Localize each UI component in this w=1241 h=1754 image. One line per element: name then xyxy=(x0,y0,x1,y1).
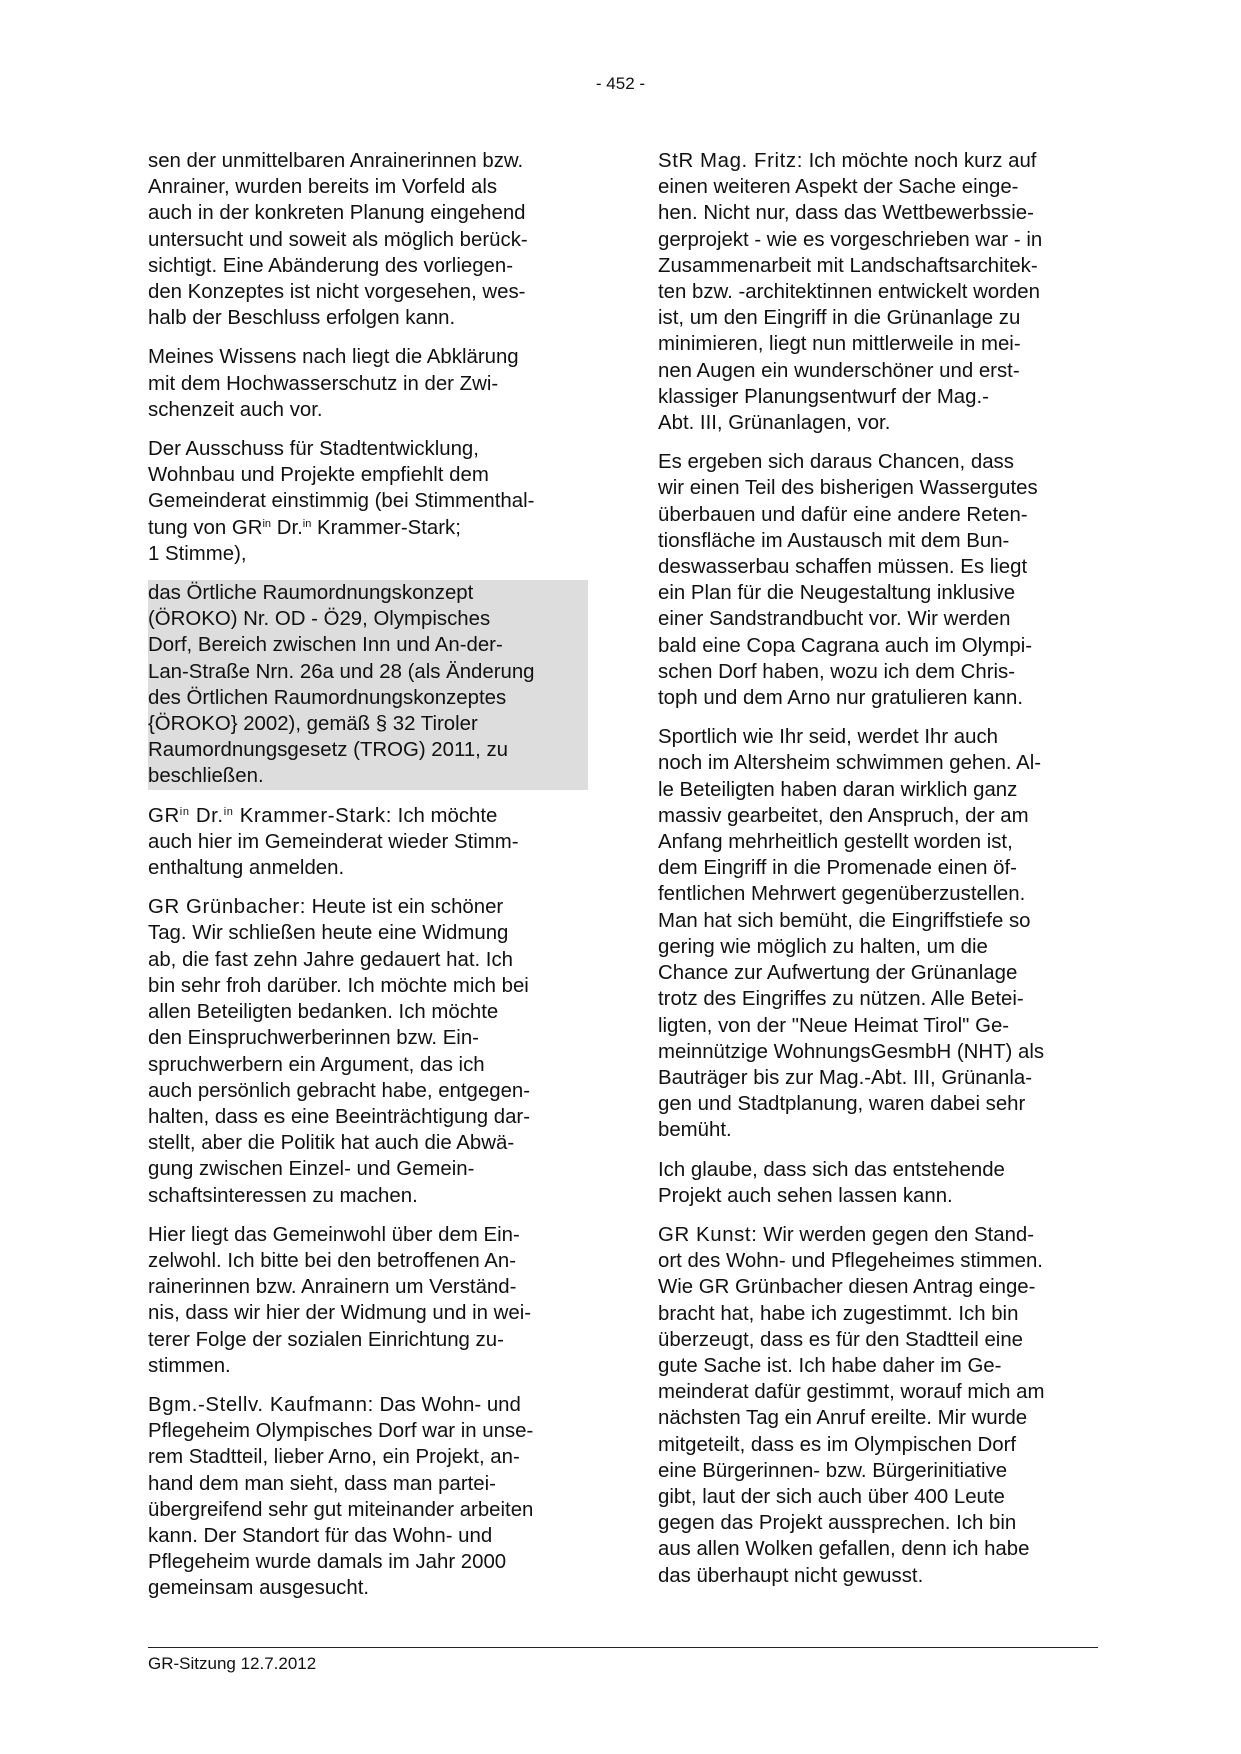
text-line: (ÖROKO) Nr. OD - Ö29, Olympisches xyxy=(148,608,491,631)
text-line: Chance zur Aufwertung der Grünanlage xyxy=(658,962,1018,985)
text-line: Anfang mehrheitlich gestellt worden ist, xyxy=(658,831,1013,854)
text-line: Bauträger bis zur Mag.-Abt. III, Grünanla- xyxy=(658,1066,1032,1089)
text-line: Es ergeben sich daraus Chancen, dass xyxy=(658,451,1014,474)
text-line: ist, um den Eingriff in die Grünanlage zu xyxy=(658,307,1021,330)
text-line: rem Stadtteil, lieber Arno, ein Projekt, an- xyxy=(148,1446,520,1469)
text-line: toph und dem Arno nur gratulieren kann. xyxy=(658,687,1024,710)
text-line: Meines Wissens nach liegt die Abklärung xyxy=(148,346,519,369)
speaker-name: GR Grünbacher: xyxy=(148,896,306,919)
text-line: Hier liegt das Gemeinwohl über dem Ein- xyxy=(148,1223,520,1246)
text-line: bin sehr froh darüber. Ich möchte mich bei xyxy=(148,974,529,997)
paragraph xyxy=(658,449,1098,711)
text-line: bemüht. xyxy=(658,1119,732,1142)
text-line: Wie GR Grünbacher diesen Antrag einge- xyxy=(658,1276,1036,1299)
text-line: gute Sache ist. Ich habe daher im Ge- xyxy=(658,1354,1002,1377)
text-line: aus allen Wolken gefallen, denn ich habe xyxy=(658,1538,1030,1561)
text-line: Der Ausschuss für Stadtentwicklung, xyxy=(148,438,479,461)
paragraph xyxy=(658,1157,1098,1209)
text-line: klassiger Planungsentwurf der Mag.- xyxy=(658,385,989,408)
paragraph xyxy=(148,148,588,331)
text-line: Dorf, Bereich zwischen Inn und An-der- xyxy=(148,634,503,657)
text-line: trotz des Eingriffes zu nützen. Alle Betei- xyxy=(658,988,1024,1011)
text-line: Pflegeheim wurde damals im Jahr 2000 xyxy=(148,1551,507,1574)
text-line: Gemeinderat einstimmig (bei Stimmenthal- xyxy=(148,490,535,513)
text-line: auch hier im Gemeinderat wieder Stimm- xyxy=(148,830,519,853)
footer-rule xyxy=(148,1647,1098,1648)
text-line: Wohnbau und Projekte empfiehlt dem xyxy=(148,464,489,487)
left-column xyxy=(148,148,588,1615)
text-line: halten, dass es eine Beeinträchtigung dar- xyxy=(148,1105,531,1128)
page-number: - 452 - xyxy=(595,74,646,93)
speaker-name: GR Kunst: xyxy=(658,1223,758,1246)
text-line: Raumordnungsgesetz (TROG) 2011, zu xyxy=(148,739,509,762)
text-line: spruchwerbern ein Argument, das ich xyxy=(148,1053,485,1076)
text-line: überbauen und dafür eine andere Reten- xyxy=(658,503,1028,526)
text-line: ab, die fast zehn Jahre gedauert hat. Ich xyxy=(148,948,514,971)
right-column xyxy=(658,148,1098,1602)
text-line: allen Beteiligten bedanken. Ich möchte xyxy=(148,1001,499,1024)
text-line: gerprojekt - wie es vorgeschrieben war - in xyxy=(658,228,1043,251)
speaker-name: $GR^{in}$ Dr.$^{in}$ Krammer-Stark: xyxy=(148,804,392,827)
text-line: einen weiteren Aspekt der Sache einge- xyxy=(658,176,1019,199)
text-line: mitgeteilt, dass es im Olympischen Dorf xyxy=(658,1433,1017,1456)
text-line: zelwohl. Ich bitte bei den betroffenen An- xyxy=(148,1249,517,1272)
text-line: Tag. Wir schließen heute eine Widmung xyxy=(148,922,509,945)
highlighted-motion xyxy=(148,580,588,790)
text-line: gering wie möglich zu halten, um die xyxy=(658,935,988,958)
paragraph xyxy=(148,344,588,423)
text-line: mit dem Hochwasserschutz in der Zwi- xyxy=(148,372,499,395)
text-line: terer Folge der sozialen Einrichtung zu- xyxy=(148,1328,504,1351)
text-line: stimmen. xyxy=(148,1354,231,1377)
text-line: gibt, laut der sich auch über 400 Leute xyxy=(658,1485,1005,1508)
speech-kunst: GR Kunst: Wir werden gegen den Stand- ort des Wohn- und Pflegeheimes stimmen. Wie GR Grünbacher diesen Antrag einge- bracht hat, habe ich zugestimmt. Ich bin überzeugt, dass es für den Stadtteil eine gute Sache ist. Ich habe daher im Ge- meinderat dafür gestimmt, worauf mich am nächsten Tag ein Anruf ereilte. Mir wurde mitgeteilt, dass es im Olympischen Dorf eine Bürgerinnen- bzw. Bürgerinitiative gibt, laut der sich auch über 400 Leute gegen das Projekt aussprechen. Ich bin aus allen Wolken gefallen, denn ich habe das überhaupt nicht gewusst. xyxy=(658,1223,1045,1587)
speech-krammer-stark: $GR^{in}$ Dr.$^{in}$ Krammer-Stark: Ich möchte auch hier im Gemeinderat wieder Stimm- enthaltung anmelden. xyxy=(148,804,519,880)
text-line: schen Dorf haben, wozu ich dem Chris- xyxy=(658,660,1015,683)
line: tung von $GR^{in}$ Dr.$^{in}$ Krammer-Stark; xyxy=(148,516,461,539)
text-line: das überhaupt nicht gewusst. xyxy=(658,1564,924,1587)
text-line: kann. Der Standort für das Wohn- und xyxy=(148,1524,493,1547)
text-line: schaftsinteressen zu machen. xyxy=(148,1184,418,1207)
line: 1 Stimme), xyxy=(148,542,247,565)
text-line: meinnützige WohnungsGesmbH (NHT) als xyxy=(658,1040,1045,1063)
text-line: {ÖROKO} 2002), gemäß § 32 Tiroler xyxy=(148,713,478,736)
text-line: hen. Nicht nur, dass das Wettbewerbssie- xyxy=(658,202,1034,225)
text-line: den Einspruchwerberinnen bzw. Ein- xyxy=(148,1027,479,1050)
text-line: überzeugt, dass es für den Stadtteil eine xyxy=(658,1328,1024,1351)
text-line: tionsfläche im Austausch mit dem Bun- xyxy=(658,529,1010,552)
text-line: Zusammenarbeit mit Landschaftsarchitek- xyxy=(658,254,1038,277)
text-line: wir einen Teil des bisherigen Wassergutes xyxy=(658,477,1038,500)
text-line: Lan-Straße Nrn. 26a und 28 (als Änderung xyxy=(148,660,535,683)
text-line: auch persönlich gebracht habe, entgegen- xyxy=(148,1079,531,1102)
text-line: dem Eingriff in die Promenade einen öf- xyxy=(658,857,1017,880)
text-line: Ich glaube, dass sich das entstehende xyxy=(658,1158,1005,1181)
text-line: minimieren, liegt nun mittlerweile in mei- xyxy=(658,333,1021,356)
text-line: beschließen. xyxy=(148,765,264,788)
speaker-name: StR Mag. Fritz: xyxy=(658,150,803,172)
text-line: halb der Beschluss erfolgen kann. xyxy=(148,307,456,330)
footer-session-date: GR-Sitzung 12.7.2012 xyxy=(148,1654,317,1673)
speaker-name: Bgm.-Stellv. Kaufmann: xyxy=(148,1393,374,1416)
paragraph-committee-recommendation xyxy=(148,436,588,567)
speech-gruenbacher: GR Grünbacher: Heute ist ein schöner Tag. Wir schließen heute eine Widmung ab, die fast zehn Jahre gedauert hat. Ich bin sehr froh darüber. Ich möchte mich bei allen Beteiligten bedanken. Ich möchte den Einspruchwerberinnen bzw. Ein- spruchwerbern ein Argument, das ich auch persönlich gebracht habe, entgegen- halten, dass es eine Beeinträchtigung dar- stellt, aber die Politik hat auch die Abwä- gung zwischen Einzel- und Gemein- schaftsinteressen zu machen. xyxy=(148,896,531,1207)
text-line: ten bzw. -architektinnen entwickelt worden xyxy=(658,281,1040,304)
text-line: nis, dass wir hier der Widmung und in wei- xyxy=(148,1302,532,1325)
text-line: einer Sandstrandbucht vor. Wir werden xyxy=(658,608,1011,631)
text-line: den Konzeptes ist nicht vorgesehen, wes- xyxy=(148,281,526,304)
text-line: ein Plan für die Neugestaltung inklusive xyxy=(658,582,1016,605)
text-line: le Beteiligten haben daran wirklich ganz xyxy=(658,778,1018,801)
text-line: noch im Altersheim schwimmen gehen. Al- xyxy=(658,752,1042,775)
text-line: untersucht und soweit als möglich berück- xyxy=(148,228,528,251)
text-line: fentlichen Mehrwert gegenüberzustellen. xyxy=(658,883,1026,906)
text-line: Projekt auch sehen lassen kann. xyxy=(658,1184,953,1207)
text-line: übergreifend sehr gut miteinander arbeiten xyxy=(148,1498,534,1521)
text-line: Anrainer, wurden bereits im Vorfeld als xyxy=(148,176,498,199)
speech-fritz: StR Mag. Fritz: Ich möchte noch kurz auf einen weiteren Aspekt der Sache einge- hen. Nicht nur, dass das Wettbewerbssie- gerprojekt - wie es vorgeschrieben war - in Zusammenarbeit mit Landschaftsarchitek- ten bzw. -architektinnen entwickelt worden ist, um den Eingriff in die Grünanlage zu minimieren, liegt nun mittlerweile in mei- nen Augen ein wunderschöner und erst- klassiger Planungsentwurf der Mag.- Abt. III, Grünanlagen, vor. xyxy=(658,150,1043,435)
text-line: enthaltung anmelden. xyxy=(148,857,345,880)
text-line: bracht hat, habe ich zugestimmt. Ich bin xyxy=(658,1302,1019,1325)
text-line: massiv gearbeitet, den Anspruch, der am xyxy=(658,804,1029,827)
text-line: Pflegeheim Olympisches Dorf war in unse- xyxy=(148,1420,534,1443)
paragraph xyxy=(658,724,1098,1143)
text-line: eine Bürgerinnen- bzw. Bürgerinitiative xyxy=(658,1459,1008,1482)
text-line: das Örtliche Raumordnungskonzept xyxy=(148,582,474,605)
text-line: nen Augen ein wunderschöner und erst- xyxy=(658,359,1020,382)
text-line: nächsten Tag ein Anruf ereilte. Mir wurde xyxy=(658,1407,1028,1430)
text-line: deswasserbau schaffen müssen. Es liegt xyxy=(658,556,1028,579)
text-line: Man hat sich bemüht, die Eingriffstiefe so xyxy=(658,909,1031,932)
text-line: ort des Wohn- und Pflegeheimes stimmen. xyxy=(658,1250,1043,1273)
text-line: des Örtlichen Raumordnungskonzeptes xyxy=(148,686,507,709)
text-line: gemeinsam ausgesucht. xyxy=(148,1577,370,1600)
speech-kaufmann: Bgm.-Stellv. Kaufmann: Das Wohn- und Pflegeheim Olympisches Dorf war in unse- rem Stadtteil, lieber Arno, ein Projekt, an- hand dem man sieht, dass man partei- übergreifend sehr gut miteinander arbeiten kann. Der Standort für das Wohn- und Pflegeheim wurde damals im Jahr 2000 gemeinsam ausgesucht. xyxy=(148,1393,534,1600)
text-line: rainerinnen bzw. Anrainern um Verständ- xyxy=(148,1276,517,1299)
text-line: gung zwischen Einzel- und Gemein- xyxy=(148,1158,475,1181)
text-line: hand dem man sieht, dass man partei- xyxy=(148,1472,496,1495)
text-line: ligten, von der "Neue Heimat Tirol" Ge- xyxy=(658,1014,1010,1037)
text-line: gegen das Projekt aussprechen. Ich bin xyxy=(658,1512,1017,1535)
text-line: sen der unmittelbaren Anrainerinnen bzw. xyxy=(148,150,524,172)
text-line: gen und Stadtplanung, waren dabei sehr xyxy=(658,1093,1026,1116)
text-line: schenzeit auch vor. xyxy=(148,398,323,421)
text-line: Sportlich wie Ihr seid, werdet Ihr auch xyxy=(658,726,998,749)
text-line: sichtigt. Eine Abänderung des vorliegen- xyxy=(148,254,513,277)
text-line: Abt. III, Grünanlagen, vor. xyxy=(658,412,891,435)
text-line: meinderat dafür gestimmt, worauf mich am xyxy=(658,1381,1045,1404)
text-line: auch in der konkreten Planung eingehend xyxy=(148,202,526,225)
text-line: stellt, aber die Politik hat auch die Abwä- xyxy=(148,1132,515,1155)
text-line: bald eine Copa Cagrana auch im Olympi- xyxy=(658,634,1033,657)
paragraph xyxy=(148,1222,588,1379)
